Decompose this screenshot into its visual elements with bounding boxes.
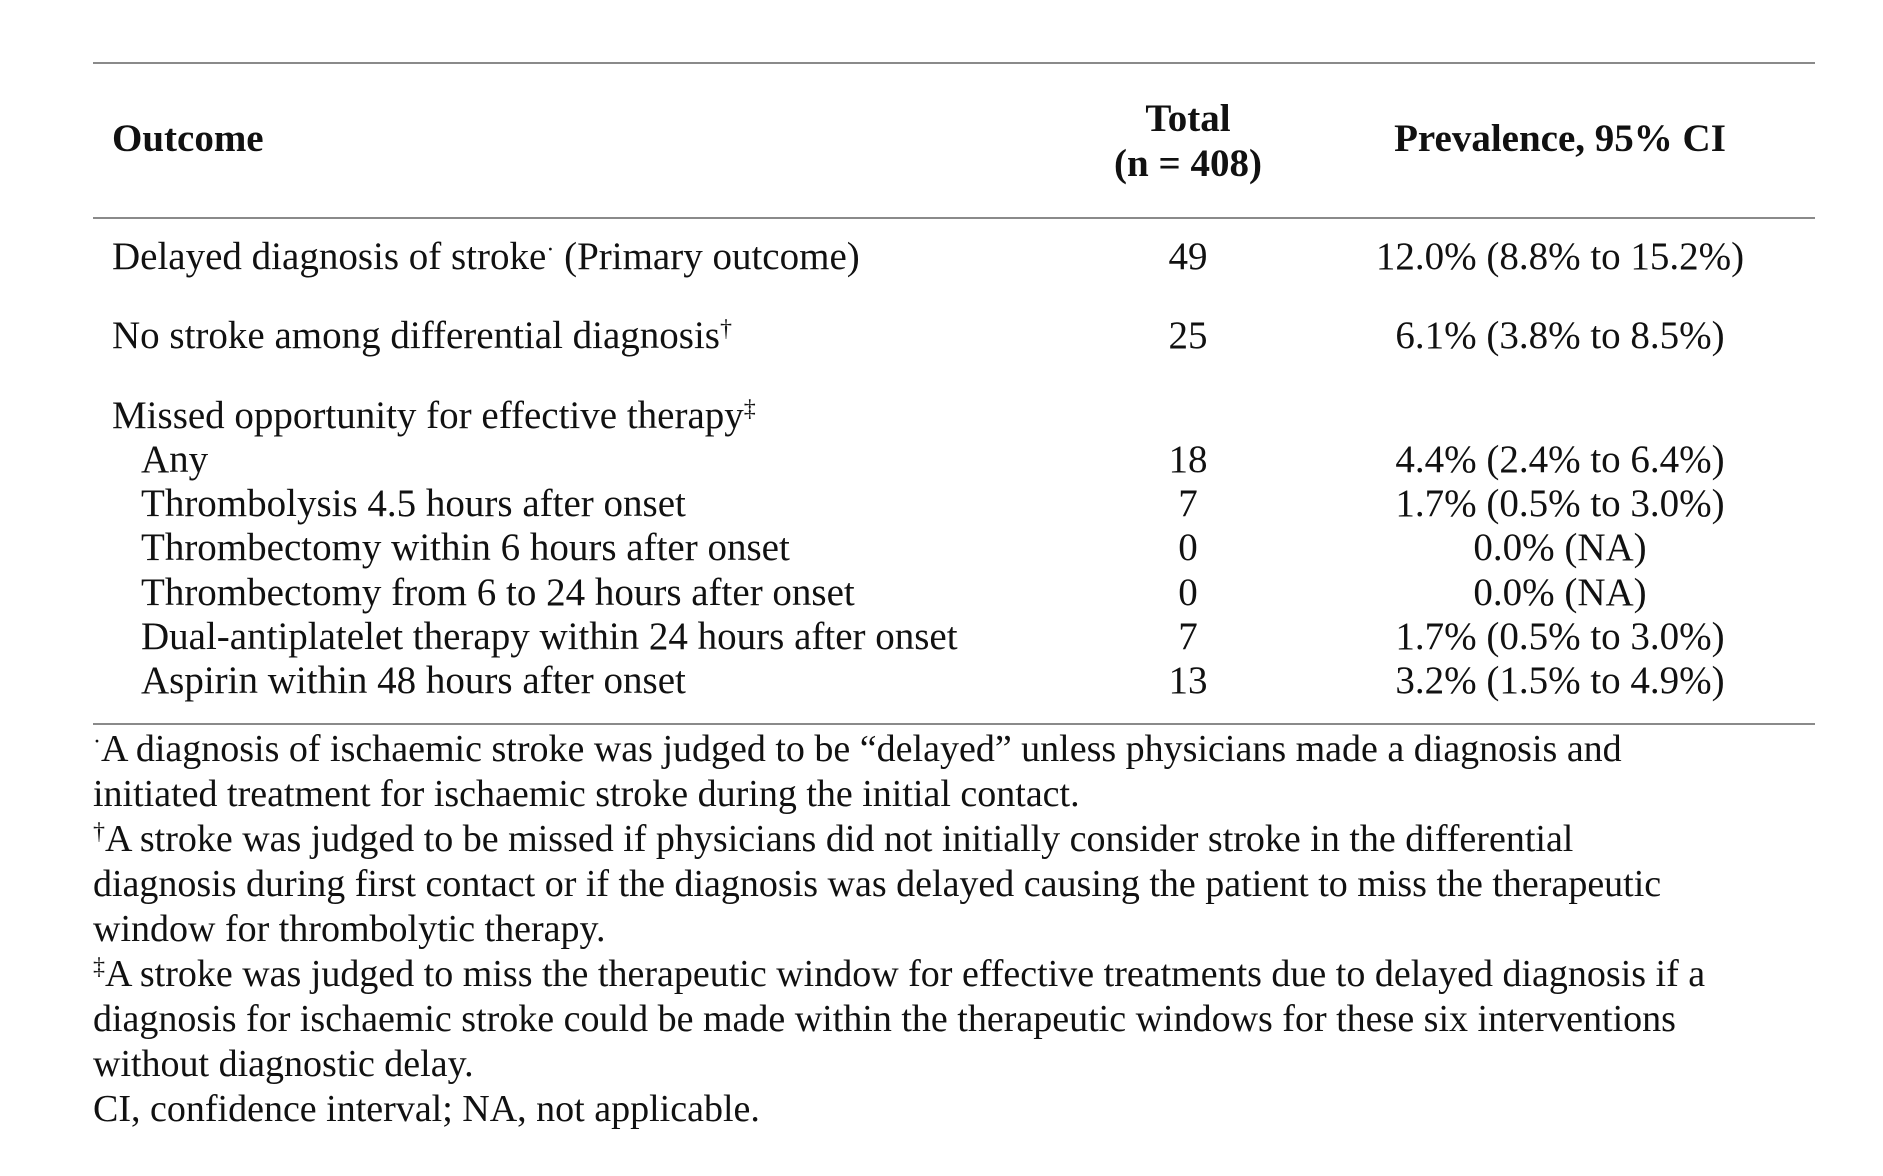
table-footnotes xyxy=(93,727,1823,1132)
footnote-mark-dot: · xyxy=(546,237,555,263)
header-prevalence: Prevalence, 95% CI xyxy=(1394,117,1726,160)
footnote-abbreviations: CI, confidence interval; NA, not applicable. xyxy=(93,1088,760,1130)
footnote-mark-ddagger: ‡ xyxy=(743,396,756,422)
row-no-stroke-prevalence: 6.1% (3.8% to 8.5%) xyxy=(1395,314,1725,357)
footnote-mark-dagger: † xyxy=(720,316,732,342)
table-header-rule xyxy=(93,217,1815,219)
subrow-thrombectomy-6h-total: 0 xyxy=(1178,526,1198,569)
header-total-line2: (n = 408) xyxy=(1114,142,1262,185)
row-delayed-diagnosis-total: 49 xyxy=(1168,235,1208,278)
footnote-dagger-line1: †A stroke was judged to be missed if physicians did not initially consider stroke in the differential xyxy=(93,818,1574,860)
header-total-line1: Total xyxy=(1145,97,1231,140)
subrow-any-prevalence: 4.4% (2.4% to 6.4%) xyxy=(1395,438,1725,481)
footnote-ddagger-line1: ‡A stroke was judged to miss the therapeutic window for effective treatments due to delayed diagnosis if a xyxy=(93,953,1706,995)
footnote-dagger-line2: diagnosis during first contact or if the diagnosis was delayed causing the patient to miss the therapeutic xyxy=(93,863,1662,905)
subrow-thrombectomy-24h-total: 0 xyxy=(1178,571,1198,614)
row-no-stroke-total: 25 xyxy=(1168,314,1208,357)
subrow-thrombectomy-24h-label: Thrombectomy from 6 to 24 hours after onset xyxy=(141,571,855,614)
footnote-dot-line2: initiated treatment for ischaemic stroke during the initial contact. xyxy=(93,773,1080,815)
footnote-ddagger-line3: without diagnostic delay. xyxy=(93,1043,474,1085)
subrow-dapt-prevalence: 1.7% (0.5% to 3.0%) xyxy=(1395,615,1725,658)
subrow-aspirin-total: 13 xyxy=(1168,659,1208,702)
subrow-thrombolysis-label: Thrombolysis 4.5 hours after onset xyxy=(141,482,686,525)
row-missed-opportunity-label: Missed opportunity for effective therapy‡ xyxy=(112,394,756,437)
subrow-thrombolysis-total: 7 xyxy=(1178,482,1198,525)
table-bottom-rule xyxy=(93,723,1815,725)
footnote-dot-line1: ·A diagnosis of ischaemic stroke was judged to be “delayed” unless physicians made a diagnosis and xyxy=(93,728,1622,770)
subrow-dapt-label: Dual-antiplatelet therapy within 24 hours after onset xyxy=(141,615,958,658)
subrow-aspirin-prevalence: 3.2% (1.5% to 4.9%) xyxy=(1395,659,1725,702)
footnote-ddagger-line2: diagnosis for ischaemic stroke could be made within the therapeutic windows for these six interventions xyxy=(93,998,1676,1040)
footnote-dagger-line3: window for thrombolytic therapy. xyxy=(93,908,606,950)
header-total xyxy=(1108,96,1268,186)
header-outcome: Outcome xyxy=(112,117,264,160)
subrow-any-label: Any xyxy=(141,438,209,481)
subrow-thrombectomy-6h-prevalence: 0.0% (NA) xyxy=(1473,526,1647,569)
subrow-thrombectomy-24h-prevalence: 0.0% (NA) xyxy=(1473,571,1647,614)
subrow-dapt-total: 7 xyxy=(1178,615,1198,658)
subrow-aspirin-label: Aspirin within 48 hours after onset xyxy=(141,659,686,702)
subrow-thrombolysis-prevalence: 1.7% (0.5% to 3.0%) xyxy=(1395,482,1725,525)
table-top-rule xyxy=(93,62,1815,64)
subrow-any-total: 18 xyxy=(1168,438,1208,481)
row-delayed-diagnosis-label: Delayed diagnosis of stroke· (Primary outcome) xyxy=(112,235,860,278)
row-delayed-diagnosis-prevalence: 12.0% (8.8% to 15.2%) xyxy=(1375,235,1745,278)
row-no-stroke-label: No stroke among differential diagnosis† xyxy=(112,314,732,357)
subrow-thrombectomy-6h-label: Thrombectomy within 6 hours after onset xyxy=(141,526,790,569)
